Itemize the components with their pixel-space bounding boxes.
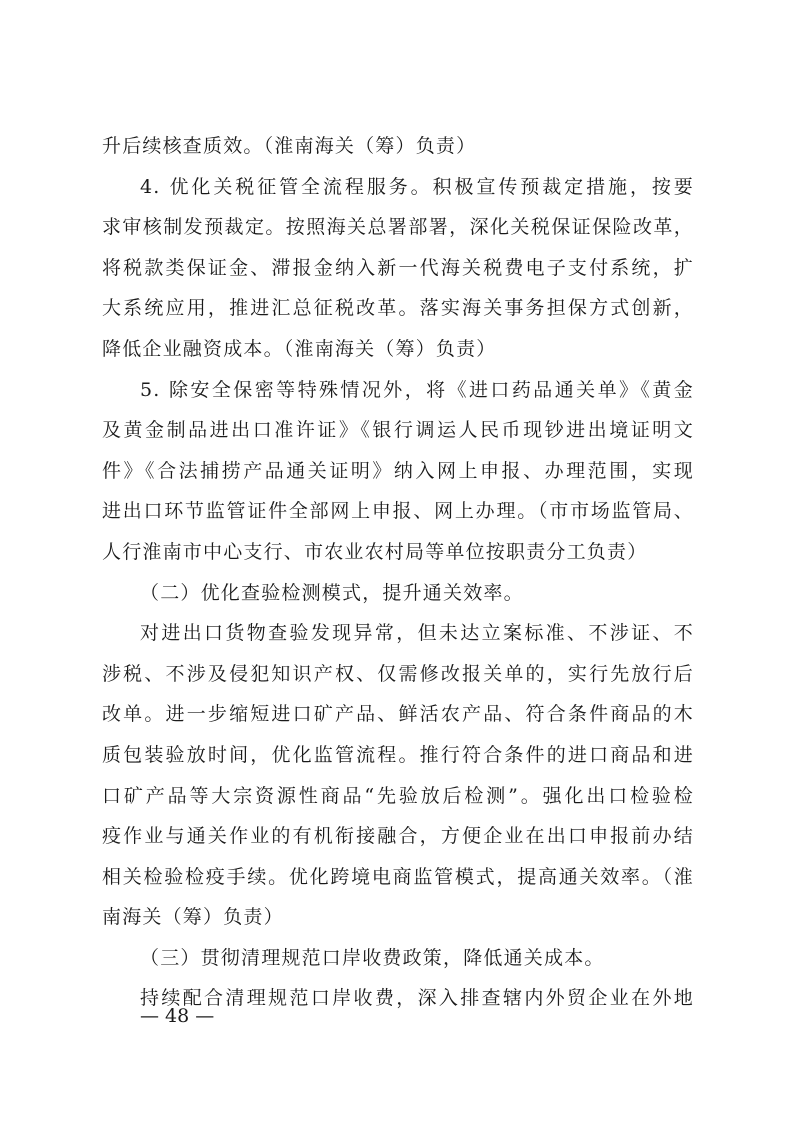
- paragraph-line: 涉税、不涉及侵犯知识产权、仅需修改报关单的，实行先放行后: [102, 662, 694, 685]
- paragraph-line: 疫作业与通关作业的有机衔接融合，方便企业在出口申报前办结: [102, 825, 694, 848]
- paragraph-line: 升后续核查质效。（淮南海关（筹）负责）: [102, 135, 477, 157]
- paragraph-line: 大系统应用，推进汇总征税改革。落实海关事务担保方式创新，: [102, 297, 694, 320]
- paragraph-line: 南海关（筹）负责）: [102, 906, 284, 929]
- paragraph-line: 质包装验放时间，优化监管流程。推行符合条件的进口商品和进: [102, 743, 694, 766]
- paragraph-line: 5. 除安全保密等特殊情况外，将《进口药品通关单》《黄金: [140, 378, 694, 401]
- paragraph-line: 求审核制发预裁定。按照海关总署部署，深化关税保证保险改革，: [102, 216, 694, 239]
- paragraph-line: 口矿产品等大宗资源性商品“先验放后检测”。强化出口检验检: [102, 784, 694, 807]
- body-text: [102, 126, 694, 1019]
- paragraph-line: 将税款类保证金、滞报金纳入新一代海关税费电子支付系统，扩: [102, 256, 694, 279]
- section-heading: （二）优化查验检测模式，提升通关效率。: [140, 581, 524, 604]
- paragraph-line: 相关检验检疫手续。优化跨境电商监管模式，提高通关效率。（淮: [102, 865, 694, 888]
- paragraph-line: 件》《合法捕捞产品通关证明》纳入网上申报、办理范围，实现: [102, 459, 694, 482]
- section-heading: （三）贯彻清理规范口岸收费政策，降低通关成本。: [140, 946, 605, 969]
- paragraph-line: 及黄金制品进出口准许证》《银行调运人民币现钞进出境证明文: [102, 419, 694, 442]
- paragraph-line: 降低企业融资成本。（淮南海关（筹）负责）: [102, 337, 497, 360]
- paragraph-line: 改单。进一步缩短进口矿产品、鲜活农产品、符合条件商品的木: [102, 703, 694, 726]
- paragraph-line: 持续配合清理规范口岸收费，深入排查辖内外贸企业在外地: [140, 987, 694, 1010]
- paragraph-line: 人行淮南市中心支行、市农业农村局等单位按职责分工负责）: [102, 540, 648, 563]
- paragraph-line: 对进出口货物查验发现异常，但未达立案标准、不涉证、不: [140, 622, 694, 645]
- page-number: — 48 —: [140, 1005, 215, 1027]
- paragraph-line: 4. 优化关税征管全流程服务。积极宣传预裁定措施，按要: [140, 175, 694, 198]
- paragraph-line: 进出口环节监管证件全部网上申报、网上办理。（市市场监管局、: [102, 500, 694, 523]
